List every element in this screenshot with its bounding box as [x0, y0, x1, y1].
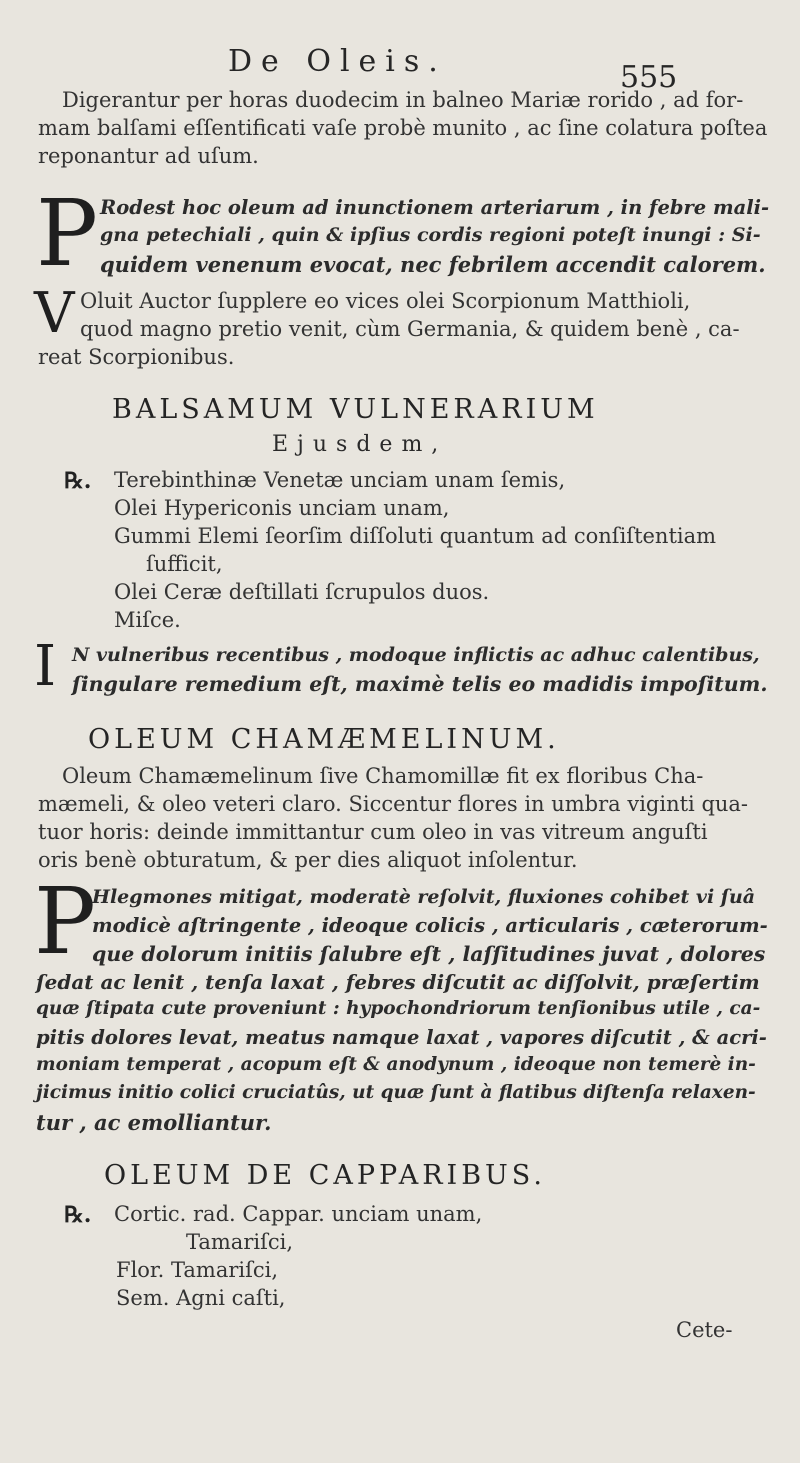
text-line: reat Scorpionibus. [38, 345, 235, 369]
text-line: Digerantur per horas duodecim in balneo Mariæ rorido , ad for- [62, 88, 744, 112]
drop-cap: P [36, 180, 98, 287]
text-line: tuor horis: deinde immittantur cum oleo in vas vitreum anguſti [38, 820, 708, 844]
italic-line: jicimus initio colici cruciatûs, ut quæ ſunt à flatibus diſtenſa relaxen- [36, 1082, 756, 1103]
text-line: mæmeli, & oleo veteri claro. Siccentur flores in umbra viginti qua- [38, 792, 749, 816]
italic-line: gna petechiali , quin & ipſius cordis regioni poteſt inungi : Si- [100, 224, 761, 246]
italic-line: ſingulare remedium eſt, maximè telis eo madidis impoſitum. [72, 672, 768, 696]
section-heading: BALSAMUM VULNERARIUM [112, 394, 599, 425]
italic-line: quidem venenum evocat, nec febrilem accendit calorem. [100, 252, 766, 277]
italic-line: Rodest hoc oleum ad inunctionem arteriarum , in febre mali- [100, 196, 770, 219]
ingredient-line: Olei Hypericonis unciam unam, [114, 496, 450, 520]
italic-line: modicè aſtringente , ideoque colicis , articularis , cæterorum- [92, 914, 768, 937]
page-number: 555 [620, 60, 678, 95]
italic-line: ſedat ac lenit , tenſa laxat , febres diſcutit ac diſſolvit, præſertim [36, 970, 760, 994]
ingredient-line: Tamariſci, [186, 1230, 294, 1254]
italic-line: N vulneribus recentibus , modoque inflictis ac adhuc calentibus, [72, 644, 760, 666]
ingredient-line: ſufficit, [146, 552, 223, 576]
text-line: reponantur ad uſum. [38, 144, 259, 168]
italic-line: tur , ac emolliantur. [36, 1110, 272, 1135]
ingredient-line: Flor. Tamariſci, [116, 1258, 279, 1282]
section-heading: OLEUM DE CAPPARIBUS. [104, 1160, 546, 1191]
text-line: mam balſami eſſentificati vaſe probè munito , ac ſine colatura poſtea [38, 116, 768, 140]
ingredient-line: Sem. Agni caſti, [116, 1286, 286, 1310]
drop-cap: P [34, 868, 96, 975]
text-line: quod magno pretio venit, cùm Germania, & quidem benè , ca- [80, 317, 740, 341]
section-subheading: Ejusdem, [272, 432, 448, 457]
italic-line: pitis dolores levat, meatus namque laxat , vapores diſcutit , & acri- [36, 1026, 767, 1049]
running-title: De Oleis. [228, 44, 447, 79]
recipe-symbol: ℞. [64, 1202, 92, 1228]
italic-line: que dolorum initiis ſalubre eſt , laſſitudines juvat , dolores [92, 942, 766, 966]
section-heading: OLEUM CHAMÆMELINUM. [88, 724, 560, 755]
italic-line: Hlegmones mitigat, moderatè reſolvit, fluxiones cohibet vi ſuâ [92, 886, 756, 908]
ingredient-line: Cortic. rad. Cappar. unciam unam, [114, 1202, 483, 1226]
drop-cap: V [34, 281, 75, 346]
drop-cap: I [34, 634, 57, 699]
ingredient-line: Olei Ceræ deſtillati ſcrupulos duos. [114, 580, 490, 604]
ingredient-line: Terebinthinæ Venetæ unciam unam ſemis, [114, 468, 566, 492]
text-line: Oleum Chamæmelinum ſive Chamomillæ fit ex floribus Cha- [62, 764, 704, 788]
italic-line: moniam temperat , acopum eſt & anodynum , ideoque non temerè in- [36, 1054, 756, 1075]
catchword: Cete- [676, 1318, 733, 1342]
text-line: oris benè obturatum, & per dies aliquot inſolentur. [38, 848, 578, 872]
page-header [0, 40, 800, 95]
ingredient-line: Miſce. [114, 608, 181, 632]
ingredient-line: Gummi Elemi ſeorſim diſſoluti quantum ad conſiſtentiam [114, 524, 717, 548]
italic-line: quæ ſtipata cute proveniunt : hypochondriorum tenſionibus utile , ca- [36, 998, 761, 1019]
recipe-symbol: ℞. [64, 468, 92, 494]
text-line: Oluit Auctor ſupplere eo vices olei Scorpionum Matthioli, [80, 289, 691, 313]
